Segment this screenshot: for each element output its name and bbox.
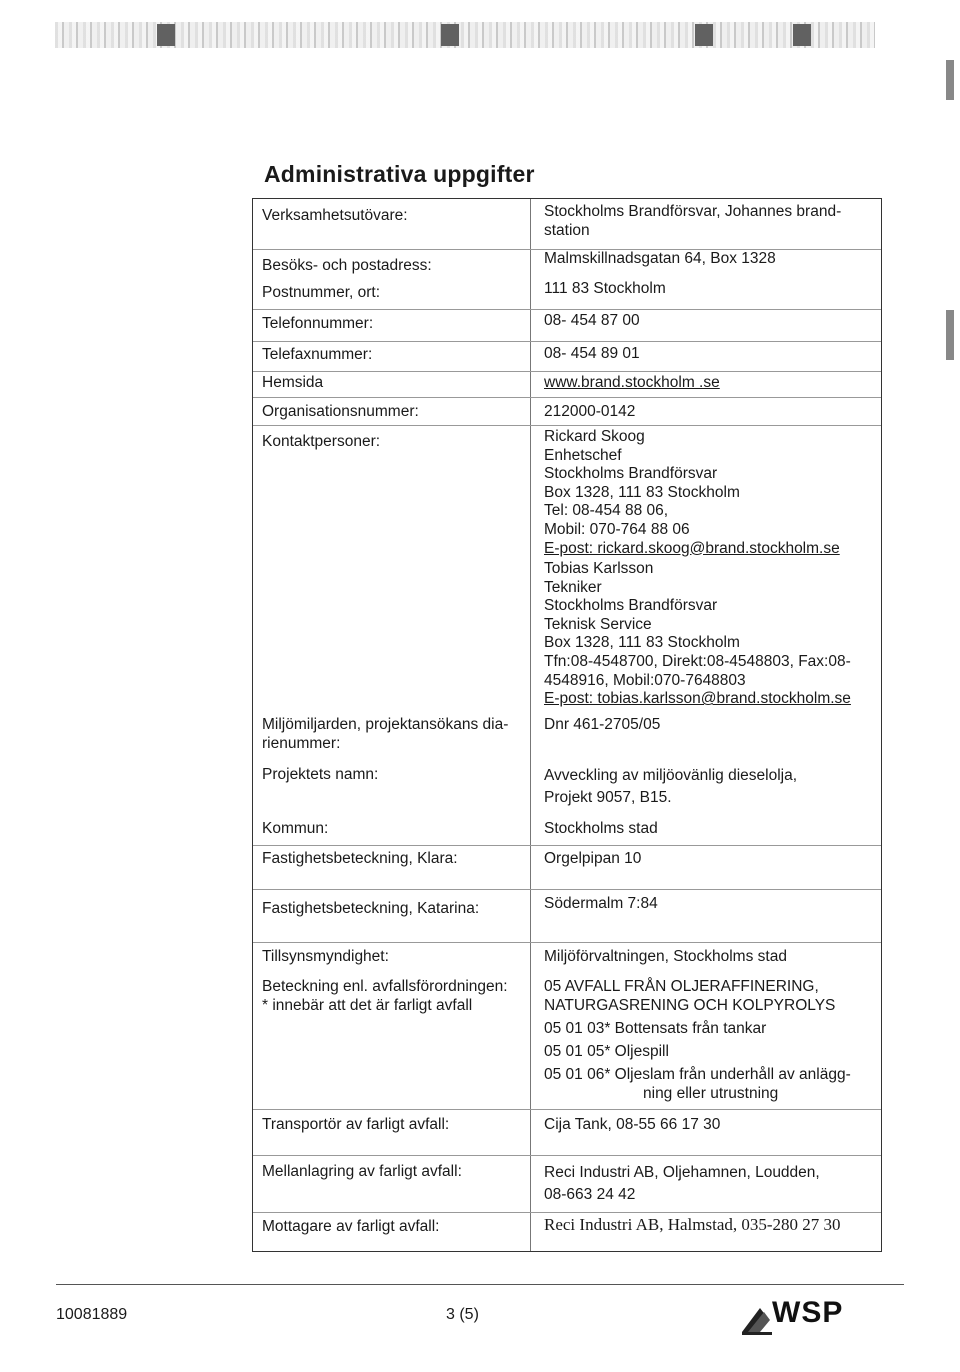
table-row [253, 815, 881, 846]
table-row [253, 425, 881, 717]
row-label: Telefaxnummer: [262, 346, 373, 363]
row-value: 111 83 Stockholm [544, 280, 666, 297]
row-label: Hemsida [262, 374, 324, 391]
row-value: Cija Tank, 08-55 66 17 30 [544, 1116, 721, 1133]
row-value: Stockholms Brandförsvar, Johannes brand- station [544, 203, 842, 239]
table-row [253, 715, 881, 765]
row-value: Reci Industri AB, Oljehamnen, Loudden, 08-663 24 42 [544, 1164, 820, 1203]
row-label: Telefonnummer: [262, 315, 374, 332]
table-row [253, 765, 881, 815]
scan-artifact-strip [55, 22, 875, 48]
row-value: Avveckling av miljöovänlig dieselolja, Projekt 9057, B15. [544, 767, 798, 806]
email-link[interactable]: E-post: tobias.karlsson@brand.stockholm.se [544, 690, 851, 708]
admin-info-table [252, 198, 882, 1252]
document-number: 10081889 [56, 1306, 128, 1323]
row-label: Tillsynsmyndighet: [262, 948, 389, 965]
row-value: Miljöförvaltningen, Stockholms stad [544, 948, 787, 965]
table-row [253, 397, 881, 426]
table-row [253, 889, 881, 943]
row-value: Reci Industri AB, Halmstad, 035-280 27 30 [544, 1215, 841, 1234]
table-row [253, 1109, 881, 1155]
row-label: Kommun: [262, 820, 329, 837]
table-row [253, 309, 881, 342]
table-row [253, 1155, 881, 1213]
table-row [253, 971, 881, 1110]
website-link[interactable]: www.brand.stockholm .se [544, 374, 720, 391]
table-row [253, 371, 881, 398]
email-link[interactable]: E-post: rickard.skoog@brand.stockholm.se [544, 539, 840, 557]
table-row [253, 249, 881, 279]
row-label: Mellanlagring av farligt avfall: [262, 1163, 462, 1180]
row-value: Orgelpipan 10 [544, 850, 642, 867]
row-label: Fastighetsbeteckning, Klara: [262, 850, 458, 867]
table-row [253, 279, 881, 310]
row-label: Miljömiljarden, projektansökans dia- rienummer: [262, 716, 509, 752]
row-value: Dnr 461-2705/05 [544, 716, 661, 733]
footer-divider [56, 1284, 904, 1285]
scan-edge-mark [946, 60, 954, 100]
row-label: Postnummer, ort: [262, 284, 381, 301]
row-label: Transportör av farligt avfall: [262, 1116, 450, 1133]
table-row [253, 941, 881, 971]
table-row [253, 845, 881, 889]
table-row [253, 1211, 881, 1253]
row-value: Stockholms stad [544, 820, 658, 837]
logo-text: WSP [772, 1296, 844, 1329]
row-label: Beteckning enl. avfallsförordningen: * innebär att det är farligt avfall [262, 978, 508, 1014]
row-label: Besöks- och postadress: [262, 257, 432, 274]
row-value: Södermalm 7:84 [544, 895, 658, 912]
page-number: 3 (5) [446, 1306, 479, 1323]
row-label: Organisationsnummer: [262, 403, 419, 420]
page-title: Administrativa uppgifter [264, 161, 535, 187]
row-value: 08- 454 89 01 [544, 345, 640, 362]
table-row [253, 341, 881, 372]
contact-person-2: Tobias Karlsson Tekniker Stockholms Brandförsvar Teknisk Service Box 1328, 111 83 Stockholm Tfn:08-4548700, Direkt:08-4548803, Fax:08- 4548916, Mobil:070-7648803 E-post: tobias.karlsson@brand.stockholm.se [544, 560, 851, 708]
row-value: Malmskillnadsgatan 64, Box 1328 [544, 250, 776, 267]
row-value: 08- 454 87 00 [544, 312, 640, 329]
row-label: Mottagare av farligt avfall: [262, 1218, 440, 1235]
row-value: 212000-0142 [544, 403, 636, 420]
waste-codes: 05 AVFALL FRÅN OLJERAFFINERING, NATURGASRENING OCH KOLPYROLYS 05 01 03* Bottensats från tankar 05 01 05* Oljespill 05 01 06* Oljeslam från underhåll av anlägg- ning eller utrustning [544, 978, 851, 1102]
contact-person-1: Rickard Skoog Enhetschef Stockholms Brandförsvar Box 1328, 111 83 Stockholm Tel: 08-454 88 06, Mobil: 070-764 88 06 E-post: rickard.skoog@brand.stockholm.se [544, 428, 840, 557]
row-label: Fastighetsbeteckning, Katarina: [262, 900, 480, 917]
table-row [253, 199, 881, 250]
row-label: Kontaktpersoner: [262, 433, 381, 450]
row-label: Verksamhetsutövare: [262, 207, 408, 224]
scan-edge-mark [946, 310, 954, 360]
row-label: Projektets namn: [262, 766, 379, 783]
